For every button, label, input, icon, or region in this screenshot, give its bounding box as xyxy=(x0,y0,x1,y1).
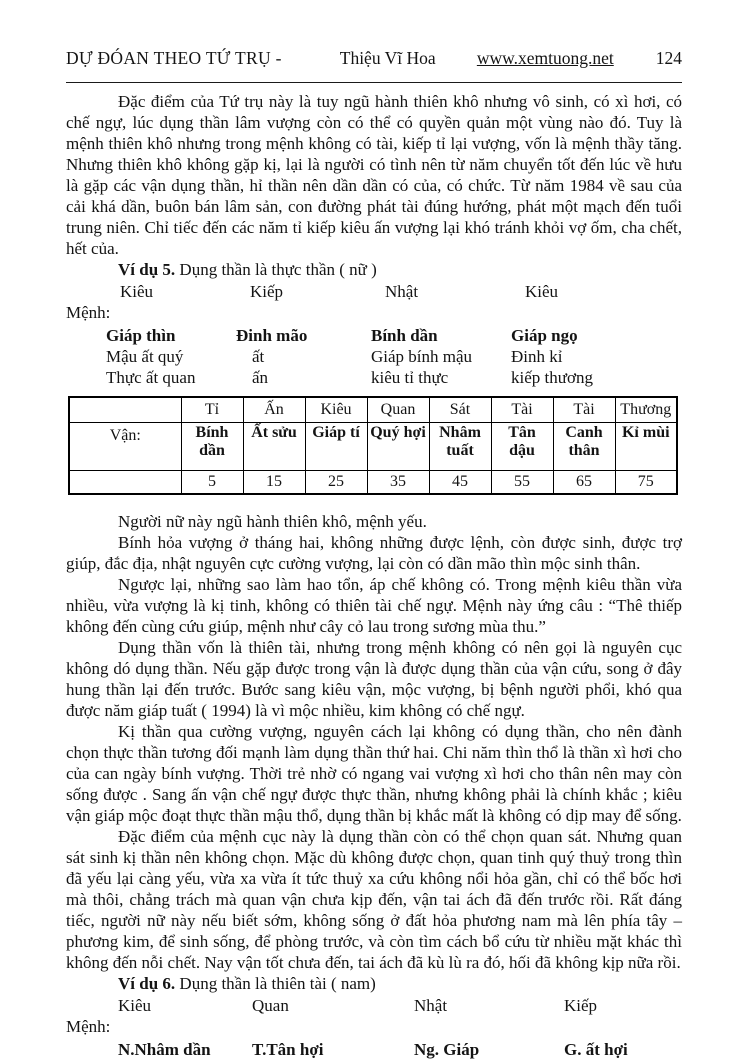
luck-pillar-cell: Ất sửu xyxy=(243,423,305,471)
table-cell-empty xyxy=(69,397,181,423)
table-row xyxy=(69,471,677,495)
star-label: Kiêu xyxy=(525,282,559,301)
hidden-star: ấn xyxy=(252,368,269,387)
hidden-star: kiêu tỉ thực xyxy=(371,368,449,387)
page-number: 124 xyxy=(655,48,682,68)
pillar: Ng. Giáp xyxy=(414,1040,480,1059)
example6-star-row xyxy=(66,995,682,1016)
example5-hidden-stems-row xyxy=(66,346,682,367)
age-cell: 35 xyxy=(367,471,429,495)
star-label: Kiêu xyxy=(118,996,152,1015)
paragraph: Ngược lại, những sao làm hao tổn, áp chế không có. Trong mệnh kiêu thần vừa nhiều, vừa vượng là kị tinh, không có thiên tài chế ngự. Mệnh này ứng câu : “Thê thiếp không đến cùng cứu giúp, mệnh như cây cỏ lau trong sương mùa thu.” xyxy=(66,575,682,636)
pillar: T.Tân hợi xyxy=(252,1040,324,1059)
pillar: Đinh mão xyxy=(236,326,308,345)
hidden-stem: ất xyxy=(252,347,265,366)
star-label: Quan xyxy=(252,996,289,1015)
luck-pillar-cell: Kỉ mùi xyxy=(615,423,677,471)
luck-pillar-cell: Canh thân xyxy=(553,423,615,471)
hidden-star: kiếp thương xyxy=(511,368,593,387)
example5-label: Ví dụ 5. xyxy=(118,260,176,279)
age-cell: 75 xyxy=(615,471,677,495)
star-header-cell: Tài xyxy=(491,397,553,423)
example6-pillar-row xyxy=(66,1037,682,1060)
star-header-cell: Quan xyxy=(367,397,429,423)
age-cell: 65 xyxy=(553,471,615,495)
star-header-cell: Tỉ xyxy=(181,397,243,423)
example6-label: Ví dụ 6. xyxy=(118,974,176,993)
table-cell-empty xyxy=(69,471,181,495)
luck-pillar-cell: Quý hợi xyxy=(367,423,429,471)
example6-description: Dụng thần là thiên tài ( nam) xyxy=(175,974,376,993)
table-row xyxy=(69,423,677,471)
header-divider xyxy=(66,82,682,83)
luck-pillar-cell: Bính dần xyxy=(181,423,243,471)
star-label: Kiêu xyxy=(120,282,154,301)
example5-heading xyxy=(66,259,682,281)
book-title: DỰ ĐÓAN THEO TỨ TRỤ - xyxy=(66,48,282,68)
example6-heading xyxy=(66,973,682,995)
luck-cycle-table xyxy=(68,396,678,495)
age-cell: 25 xyxy=(305,471,367,495)
hidden-stem: Đinh kỉ xyxy=(511,347,563,366)
star-header-cell: Tài xyxy=(553,397,615,423)
star-label: Kiếp xyxy=(564,996,598,1015)
paragraph: Đặc điểm của Tứ trụ này là tuy ngũ hành thiên khô nhưng vô sinh, có xì hơi, có chế ngự, lúc dụng thần lâm vượng còn có thể có quyền quản một vùng nào đó. Tuy là mệnh thiên khô nhưng trong mệnh không có tài, kiếp tỉ lại vượng, vốn là mệnh thầy tăng. Nhưng thiên khô không gặp kị, lại là người có tình nên từ năm chuyển tốt đến lúc về hưu là gặp các vận dụng thần, hỉ thần nên dần dần có của, có chức. Từ năm 1984 về sau của cải khá dần, buôn bán lâm sản, con đường phát tài đúng hướng, phát một mạch đến tuổi trung niên. Chỉ tiếc đến các năm tỉ kiếp kiêu ấn vượng lại khó tránh khỏi vợ ốm, cha chết, hết của. xyxy=(66,92,682,258)
hidden-stem: Giáp bính mậu xyxy=(371,347,473,366)
page-header xyxy=(66,48,682,69)
paragraph: Dụng thần vốn là thiên tài, nhưng trong mệnh không có nên gọi là nguyên cục không dó dụng thần. Nếu gặp được trong vận là được dụng thần của vận cứu, song ở đây hung thần lại đến trước. Bước sang kiêu vận, mộc vượng, bị bệnh người phổi, khó qua được năm giáp tuất ( 1994) là vì mộc nhiều, kim không có chế ngự. xyxy=(66,638,682,720)
star-label: Nhật xyxy=(385,282,419,301)
paragraph: Người nữ này ngũ hành thiên khô, mệnh yếu. xyxy=(118,512,427,531)
pillar: Bính dần xyxy=(371,326,438,345)
age-cell: 15 xyxy=(243,471,305,495)
pillar: N.Nhâm dần xyxy=(118,1040,211,1059)
van-row-label: Vận: xyxy=(69,423,181,471)
website-link: www.xemtuong.net xyxy=(476,48,614,68)
example6-menh-label: Mệnh: xyxy=(66,1017,111,1036)
luck-pillar-cell: Giáp tí xyxy=(305,423,367,471)
hidden-stem: Mậu ất quý xyxy=(106,347,184,366)
example5-menh-label: Mệnh: xyxy=(66,303,111,322)
age-cell: 5 xyxy=(181,471,243,495)
luck-pillar-cell: Tân dậu xyxy=(491,423,553,471)
age-cell: 55 xyxy=(491,471,553,495)
pillar: Giáp thìn xyxy=(106,326,176,345)
example5-pillar-row xyxy=(66,323,682,346)
age-cell: 45 xyxy=(429,471,491,495)
star-header-cell: Ấn xyxy=(243,397,305,423)
star-header-cell: Sát xyxy=(429,397,491,423)
star-label: Kiếp xyxy=(250,282,284,301)
author-name: Thiệu Vĩ Hoa xyxy=(339,48,436,68)
example5-hidden-stars-row xyxy=(66,367,682,388)
hidden-star: Thực ất quan xyxy=(106,368,196,387)
example5-description: Dụng thần là thực thần ( nữ ) xyxy=(175,260,377,279)
star-header-cell: Kiêu xyxy=(305,397,367,423)
pillar: G. ất hợi xyxy=(564,1040,628,1059)
example5-star-row xyxy=(66,281,682,302)
paragraph: Kị thần qua cường vượng, nguyên cách lại không có dụng thần, cho nên đành chọn thực thần tương đối mạnh làm dụng thần thứ hai. Chi năm thìn thổ là thần xì hơi cho của can ngày bính vượng. Thời trẻ nhờ có ngang vai vượng xì hơi cho thân nên may còn sống được . Sang ấn vận chế ngự được thực thần, nhưng không phải là chính khắc ; kiêu vận giáp mộc đoạt thực thần mậu thổ, dụng thần bị khắc mất là không có dịp may để sống. xyxy=(66,722,682,825)
table-row xyxy=(69,397,677,423)
paragraph: Bính hỏa vượng ở tháng hai, không những được lệnh, còn được sinh, được trợ giúp, đắc địa, nhật nguyên cực cường vượng, lại còn có dần mão thìn mộc sinh thân. xyxy=(66,533,682,573)
star-label: Nhật xyxy=(414,996,448,1015)
star-header-cell: Thương xyxy=(615,397,677,423)
luck-pillar-cell: Nhâm tuất xyxy=(429,423,491,471)
pillar: Giáp ngọ xyxy=(511,326,578,345)
paragraph: Đặc điểm của mệnh cục này là dụng thần còn có thể chọn quan sát. Nhưng quan sát sinh kị thần nên không chọn. Mặc dù không được chọn, quan tinh quý thuỷ trong thìn đã yếu lại càng yếu, vừa xa vừa ít tức thuỷ xa cứu không nổi hỏa gần, chỉ có thể bốc hơi mà thôi, chẳng trách mà quan vận chưa kịp đến, vận tai ách đã đến trước rồi. Rất đáng tiếc, người nữ này nếu biết sớm, không sống ở đất hỏa phương nam mà lên phía tây – phương kim, để sinh sống, để phòng trước, và còn tìm cách bổ cứu từ nhiều mặt khác thì không đến nỗi chết. Nay vận tốt chưa đến, tai ách đã kù lù ra đó, hối đã không kịp nữa rồi. xyxy=(66,827,682,972)
